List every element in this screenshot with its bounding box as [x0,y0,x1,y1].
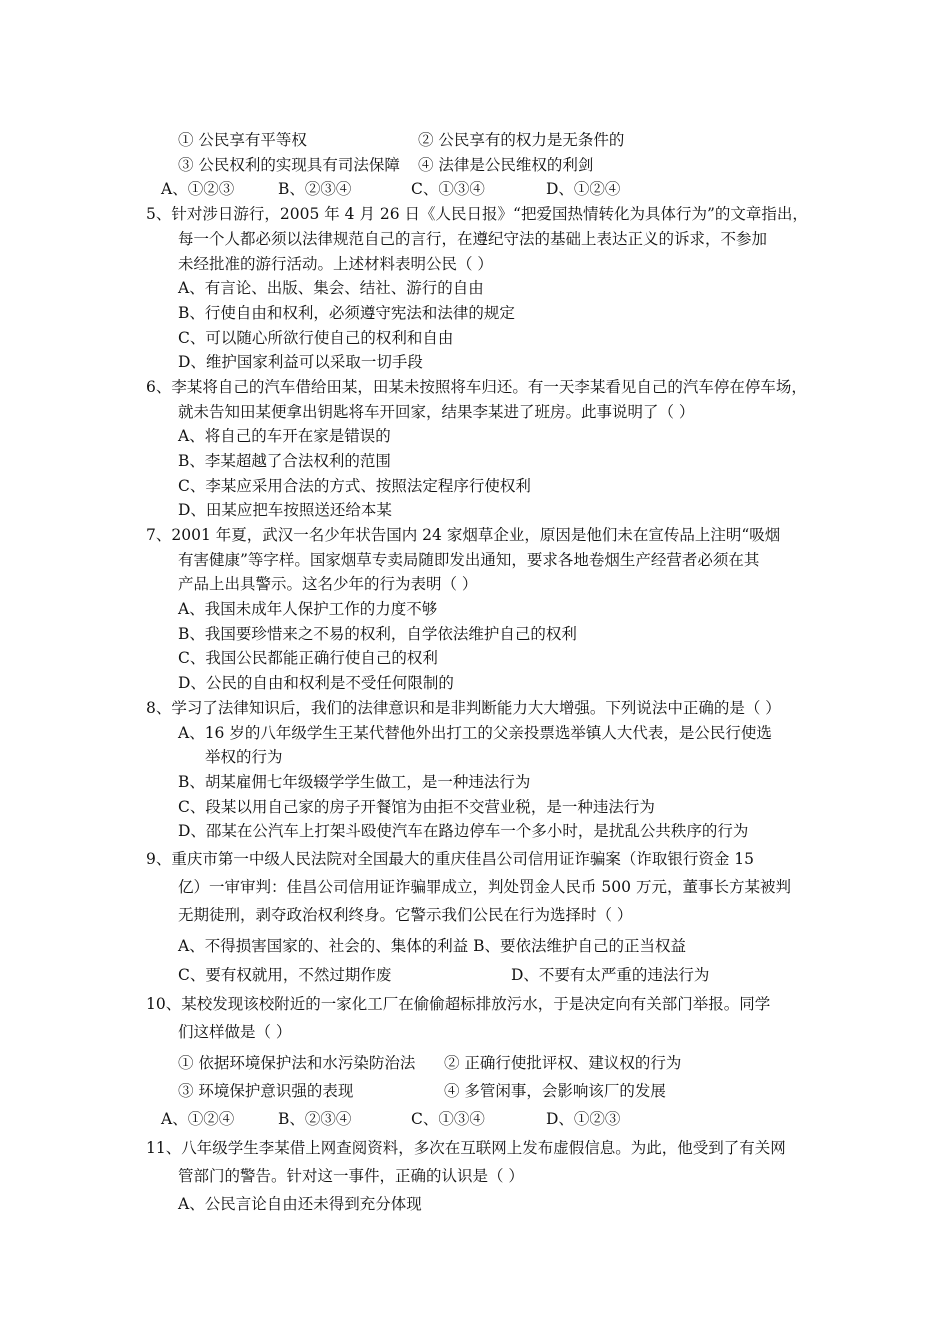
q10-statement-3: ③ 环境保护意识强的表现 [178,1082,354,1100]
q7-option-c: C、我国公民都能正确行使自己的权利 [178,649,438,667]
q9-option-ab: A、不得损害国家的、社会的、集体的利益 B、要依法维护自己的正当权益 [178,937,687,955]
q4-option-c: C、①③④ [411,180,485,198]
q4-option-a: A、①②③ [161,180,235,198]
q5-stem-line-2: 每一个人都必须以法律规范自己的言行，在遵纪守法的基础上表达正义的诉求，不参加 [178,230,768,248]
q8-option-d: D、邵某在公汽车上打架斗殴使汽车在路边停车一个多小时，是扰乱公共秩序的行为 [178,822,749,840]
q10-option-d: D、①②③ [546,1110,621,1128]
q10-stem-line-1: 10、某校发现该校附近的一家化工厂在偷偷超标排放污水，于是决定向有关部门举报。同学 [146,995,771,1013]
q4-option-b: B、②③④ [278,180,352,198]
q8-option-c: C、段某以用自己家的房子开餐馆为由拒不交营业税，是一种违法行为 [178,798,655,816]
q11-stem-line-1: 11、八年级学生李某借上网查阅资料，多次在互联网上发布虚假信息。为此，他受到了有关网 [146,1139,786,1157]
q10-option-c: C、①③④ [411,1110,485,1128]
q6-option-b: B、李某超越了合法权利的范围 [178,452,391,470]
q6-stem-line-2: 就未告知田某便拿出钥匙将车开回家，结果李某进了班房。此事说明了（ ） [178,403,695,421]
q9-stem-line-2: 亿）一审审判：佳昌公司信用证诈骗罪成立，判处罚金人民币 500 万元，董事长方某被判 [178,878,791,896]
q11-stem-line-2: 管部门的警告。针对这一事件，正确的认识是（ ） [178,1167,524,1185]
q8-stem-line-1: 8、学习了法律知识后，我们的法律意识和是非判断能力大大增强。下列说法中正确的是（ ） [146,699,781,717]
q7-option-d: D、公民的自由和权利是不受任何限制的 [178,674,454,692]
q7-option-a: A、我国未成年人保护工作的力度不够 [178,600,438,618]
q7-stem-line-3: 产品上出具警示。这名少年的行为表明（ ） [178,575,478,593]
q10-option-a: A、①②④ [161,1110,235,1128]
q4-option-d: D、①②④ [546,180,621,198]
q9-stem-line-1: 9、重庆市第一中级人民法院对全国最大的重庆佳昌公司信用证诈骗案（诈取银行资金 15 [146,850,755,868]
q4-statement-3: ③ 公民权利的实现具有司法保障 [178,156,400,174]
q5-stem-line-3: 未经批准的游行活动。上述材料表明公民（ ） [178,255,493,273]
q5-stem-line-1: 5、针对涉日游行，2005 年 4 月 26 日《人民日报》“把爱国热情转化为具体行为”的文章指出， [146,205,808,223]
q10-statement-2: ② 正确行使批评权、建议权的行为 [444,1054,682,1072]
q4-statement-2: ② 公民享有的权力是无条件的 [418,131,625,149]
q4-statement-4: ④ 法律是公民维权的利剑 [418,156,594,174]
q10-statement-1: ① 依据环境保护法和水污染防治法 [178,1054,416,1072]
q6-option-c: C、李某应采用合法的方式、按照法定程序行使权利 [178,477,531,495]
q6-option-d: D、田某应把车按照送还给本某 [178,501,392,519]
q8-option-a-line-2: 举权的行为 [205,748,283,766]
q8-option-a-line-1: A、16 岁的八年级学生王某代替他外出打工的父亲投票选举镇人大代表，是公民行使选 [178,724,772,742]
q5-option-c: C、可以随心所欲行使自己的权利和自由 [178,329,454,347]
q6-stem-line-1: 6、李某将自己的汽车借给田某，田某未按照将车归还。有一天李某看见自己的汽车停在停车场， [146,378,807,396]
q7-option-b: B、我国要珍惜来之不易的权利，自学依法维护自己的权利 [178,625,577,643]
q10-stem-line-2: 们这样做是（ ） [178,1023,292,1041]
q9-option-d: D、不要有太严重的违法行为 [511,966,710,984]
q8-option-b: B、胡某雇佣七年级辍学学生做工，是一种违法行为 [178,773,531,791]
q9-option-c: C、要有权就用，不然过期作废 [178,966,392,984]
q5-option-a: A、有言论、出版、集会、结社、游行的自由 [178,279,484,297]
q4-statement-1: ① 公民享有平等权 [178,131,307,149]
q9-stem-line-3: 无期徒刑，剥夺政治权利终身。它警示我们公民在行为选择时（ ） [178,906,633,924]
q5-option-d: D、维护国家利益可以采取一切手段 [178,353,423,371]
q7-stem-line-2: 有害健康”等字样。国家烟草专卖局随即发出通知，要求各地卷烟生产经营者必须在其 [178,551,760,569]
q5-option-b: B、行使自由和权利，必须遵守宪法和法律的规定 [178,304,515,322]
q10-statement-4: ④ 多管闲事，会影响该厂的发展 [444,1082,666,1100]
q11-option-a: A、公民言论自由还未得到充分体现 [178,1195,422,1213]
q6-option-a: A、将自己的车开在家是错误的 [178,427,391,445]
q7-stem-line-1: 7、2001 年夏，武汉一名少年状告国内 24 家烟草企业，原因是他们未在宣传品上注明“吸烟 [146,526,781,544]
q10-option-b: B、②③④ [278,1110,352,1128]
